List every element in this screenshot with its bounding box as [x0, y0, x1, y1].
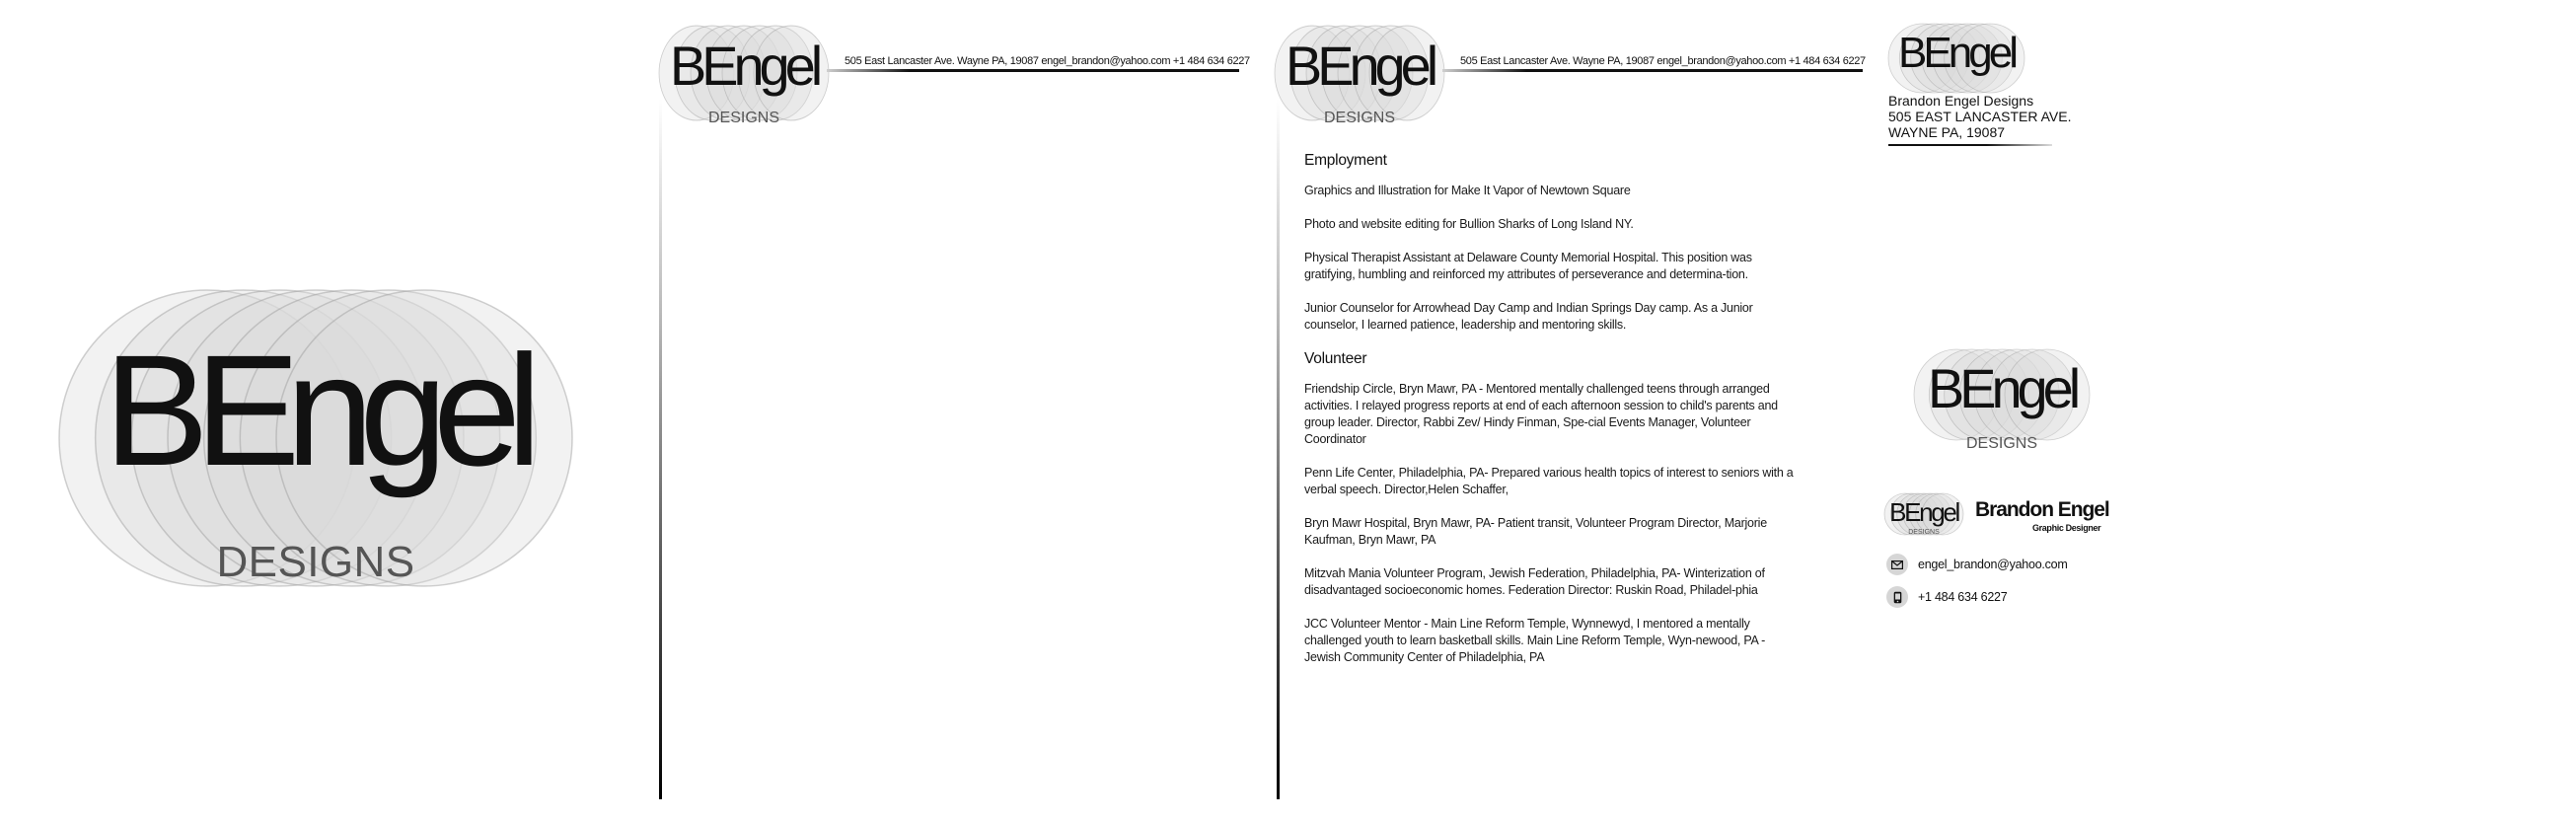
letterhead-blank-contact-line: 505 East Lancaster Ave. Wayne PA, 19087 engel_brandon@yahoo.com +1 484 634 6227	[845, 55, 1250, 67]
volunteer-entry: JCC Volunteer Mentor - Main Line Reform Temple, Wynnewyd, I mentored a mentally challenged youth to learn basketball skills. Main Line Reform Temple, Wyn-newood, PA -Jewish Community Center of Philadelphia, PA	[1304, 617, 1766, 664]
employment-heading: Employment	[1304, 152, 1387, 169]
large-logo	[59, 290, 572, 586]
logo-wordmark: BEngel	[1927, 357, 2077, 419]
envelope-return-address	[1888, 93, 2071, 140]
volunteer-heading: Volunteer	[1304, 350, 1367, 367]
envelope-logo	[1888, 24, 2024, 93]
envelope-street: 505 EAST LANCASTER AVE.	[1888, 109, 2072, 124]
card-email-row	[1886, 553, 2068, 576]
envelope-company: Brandon Engel Designs	[1888, 93, 2034, 109]
volunteer-entry: Friendship Circle, Bryn Mawr, PA - Mentored mentally challenged teens through arranged activities. I relayed progress reports at end of each afternoon session to child's parents and group leader. Director, Rabbi Zev/ Hindy Finman, Spe-cial Events Manager, Volunteer Coordinator	[1304, 382, 1778, 446]
envelope-city: WAYNE PA, 19087	[1888, 124, 2006, 140]
letterhead-blank-side-rule	[659, 99, 662, 799]
business-card-front-logo	[1914, 349, 2090, 452]
business-card-back-logo	[1884, 493, 1963, 535]
logo-wordmark: BEngel	[1897, 29, 2016, 77]
card-phone-row	[1886, 585, 2007, 609]
employment-entry: Graphics and Illustration for Make It Vapor of Newtown Square	[1304, 184, 1631, 197]
letterhead-blank-header-rule	[827, 69, 1239, 72]
logo-designs-label: DESIGNS	[1965, 435, 2037, 452]
letterhead-blank-logo	[659, 26, 829, 126]
card-name: Brandon Engel	[1975, 498, 2109, 521]
logo-wordmark: BEngel	[1285, 35, 1435, 97]
employment-entry: Physical Therapist Assistant at Delaware County Memorial Hospital. This position was gratifying, humbling and reinforced my attributes of perseverance and determina-tion.	[1304, 251, 1752, 281]
volunteer-entry: Penn Life Center, Philadelphia, PA- Prepared various health topics of interest to seniors with a verbal speech. Director,Helen Schaffer,	[1304, 466, 1794, 496]
volunteer-entry: Mitzvah Mania Volunteer Program, Jewish Federation, Philadelphia, PA- Winterization of disadvantaged socioeconomic homes. Federation Director: Ruskin Road, Philadel-phia	[1304, 566, 1765, 597]
card-email: engel_brandon@yahoo.com	[1918, 558, 2068, 571]
letterhead-resume-side-rule	[1277, 99, 1280, 799]
employment-entry: Junior Counselor for Arrowhead Day Camp and Indian Springs Day camp. As a Junior counselor, I learned patience, leadership and mentoring skills.	[1304, 301, 1753, 332]
logo-wordmark: BEngel	[669, 35, 819, 97]
resume-body	[1304, 148, 1798, 683]
employment-entry: Photo and website editing for Bullion Sharks of Long Island NY.	[1304, 217, 1634, 231]
logo-wordmark: BEngel	[1889, 497, 1958, 527]
envelope-address-rule	[1888, 144, 2052, 146]
letterhead-resume-logo	[1275, 26, 1444, 126]
envelope-icon	[1886, 554, 1908, 575]
letterhead-resume-header-rule	[1442, 69, 1863, 72]
volunteer-entry: Bryn Mawr Hospital, Bryn Mawr, PA- Patient transit, Volunteer Program Director, Marjorie Kaufman, Bryn Mawr, PA	[1304, 516, 1767, 547]
phone-icon	[1886, 586, 1908, 608]
logo-designs-label: DESIGNS	[216, 538, 415, 586]
logo-designs-label: DESIGNS	[707, 110, 779, 126]
logo-wordmark: BEngel	[104, 322, 528, 498]
card-phone: +1 484 634 6227	[1918, 590, 2008, 604]
logo-designs-label: DESIGNS	[1323, 110, 1395, 126]
letterhead-resume-contact-line: 505 East Lancaster Ave. Wayne PA, 19087 engel_brandon@yahoo.com +1 484 634 6227	[1460, 55, 1866, 67]
card-title: Graphic Designer	[2032, 523, 2101, 533]
logo-designs-label: DESIGNS	[1908, 529, 1940, 536]
